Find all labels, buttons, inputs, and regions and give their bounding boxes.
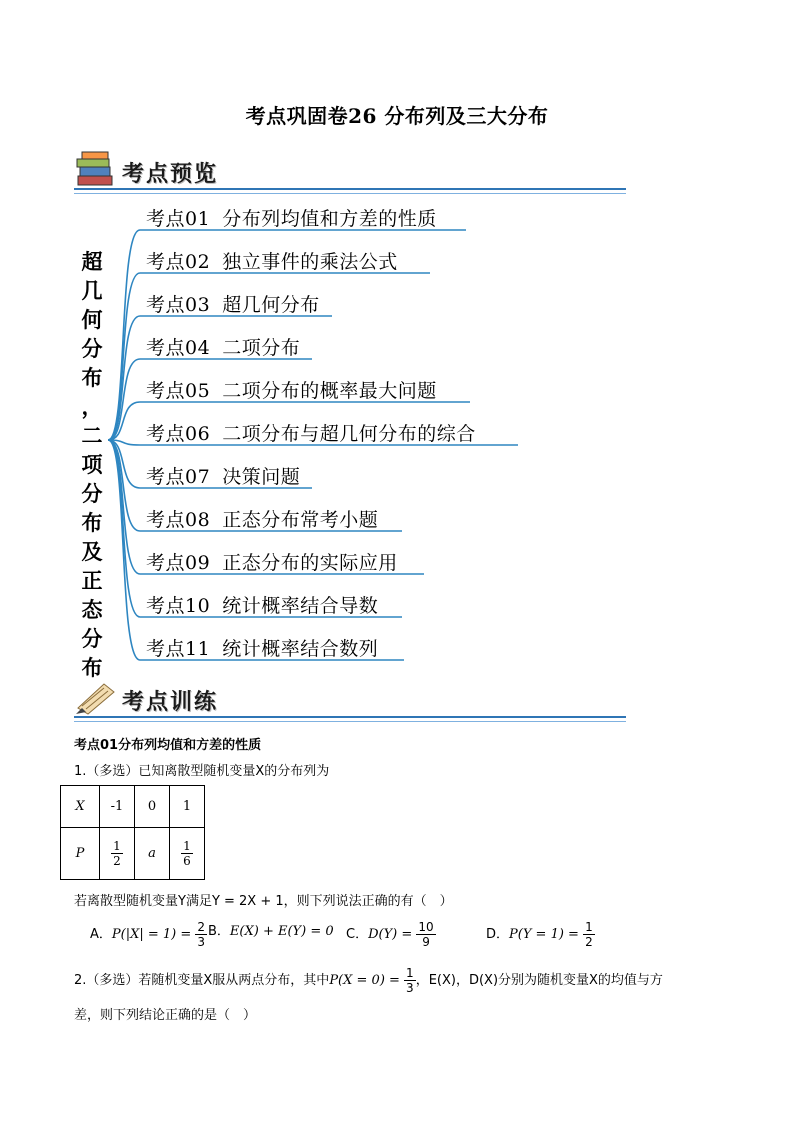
topic-item: 考点06 二项分布与超几何分布的综合 xyxy=(146,423,476,445)
training-heading-label: 考点训练 xyxy=(122,690,219,715)
table-cell: 1 xyxy=(170,786,205,828)
topic-item: 考点03 超几何分布 xyxy=(146,294,320,316)
vertical-label-char: 何 xyxy=(81,308,103,332)
question-2-line-1: 2.（多选）若随机变量X服从两点分布，其中P(X = 0) = $\frac{1}{3}$ ，E(X)，D(X)分别为随机变量X的均值与方 xyxy=(74,966,663,995)
question-1-stem: 1.（多选）已知离散型随机变量X的分布列为 xyxy=(74,764,330,779)
option-b[interactable]: B．E(X) + E(Y) = 0 xyxy=(208,924,334,939)
topic-item: 考点05 二项分布的概率最大问题 xyxy=(146,380,437,402)
table-cell: 0 xyxy=(135,786,170,828)
vertical-label-char: 布 xyxy=(81,656,103,680)
preview-heading-rule-thin xyxy=(74,193,626,194)
option-d[interactable]: D．P(Y = 1) = $\frac{1}{2}$ xyxy=(486,920,593,949)
question-1-condition: 若离散型随机变量Y满足Y = 2X + 1，则下列说法正确的有（ ） xyxy=(74,894,453,909)
option-a[interactable]: A．P(|X| = 1) = $\frac{2}{3}$ xyxy=(90,920,206,949)
vertical-label-char: 分 xyxy=(81,482,103,506)
topic-item: 考点04 二项分布 xyxy=(146,337,301,359)
topic-item: 考点11 统计概率结合数列 xyxy=(146,638,379,660)
preview-heading-label: 考点预览 xyxy=(122,162,219,187)
table-cell: X xyxy=(61,786,100,828)
training-heading-rule-thin xyxy=(74,721,626,722)
page-title: 考点巩固卷26 分布列及三大分布 xyxy=(245,104,549,128)
vertical-label-char: 布 xyxy=(81,511,103,535)
training-heading xyxy=(74,676,626,720)
distribution-table xyxy=(60,785,205,880)
vertical-label-char: 布 xyxy=(81,366,103,390)
vertical-label-char: 正 xyxy=(81,569,103,593)
table-row xyxy=(61,828,205,880)
question-2-line-2: 差，则下列结论正确的是（ ） xyxy=(74,1008,257,1023)
topic-item: 考点09 正态分布的实际应用 xyxy=(146,552,398,574)
vertical-label-char: 分 xyxy=(81,337,103,361)
vertical-label-char: 超 xyxy=(81,250,103,274)
table-cell: -1 xyxy=(100,786,135,828)
training-heading-rule xyxy=(74,716,626,718)
vertical-label-char: 二 xyxy=(81,424,103,448)
table-cell: a xyxy=(135,828,170,880)
topic-item: 考点01 分布列均值和方差的性质 xyxy=(146,208,437,230)
table-cell: $\frac{1}{2}$ xyxy=(100,828,135,880)
vertical-label-char: 分 xyxy=(81,627,103,651)
topic-item: 考点02 独立事件的乘法公式 xyxy=(146,251,398,273)
option-c[interactable]: C．D(Y) = $\frac{10}{9}$ xyxy=(346,920,434,949)
preview-heading xyxy=(74,148,626,192)
books-icon xyxy=(74,150,118,190)
topic-item: 考点10 统计概率结合导数 xyxy=(146,595,379,617)
vertical-label-char: 项 xyxy=(81,453,103,477)
vertical-label-char: 态 xyxy=(81,598,103,622)
vertical-label-char: 几 xyxy=(81,279,103,303)
vertical-label-char: 及 xyxy=(81,540,103,564)
preview-heading-rule xyxy=(74,188,626,190)
pencil-note-icon xyxy=(74,678,118,718)
table-cell: P xyxy=(61,828,100,880)
topic-item: 考点07 决策问题 xyxy=(146,466,301,488)
topic-item: 考点08 正态分布常考小题 xyxy=(146,509,379,531)
vertical-label-char: ， xyxy=(81,395,103,419)
table-cell: $\frac{1}{6}$ xyxy=(170,828,205,880)
table-row xyxy=(61,786,205,828)
section-title-01: 考点01分布列均值和方差的性质 xyxy=(74,738,262,753)
